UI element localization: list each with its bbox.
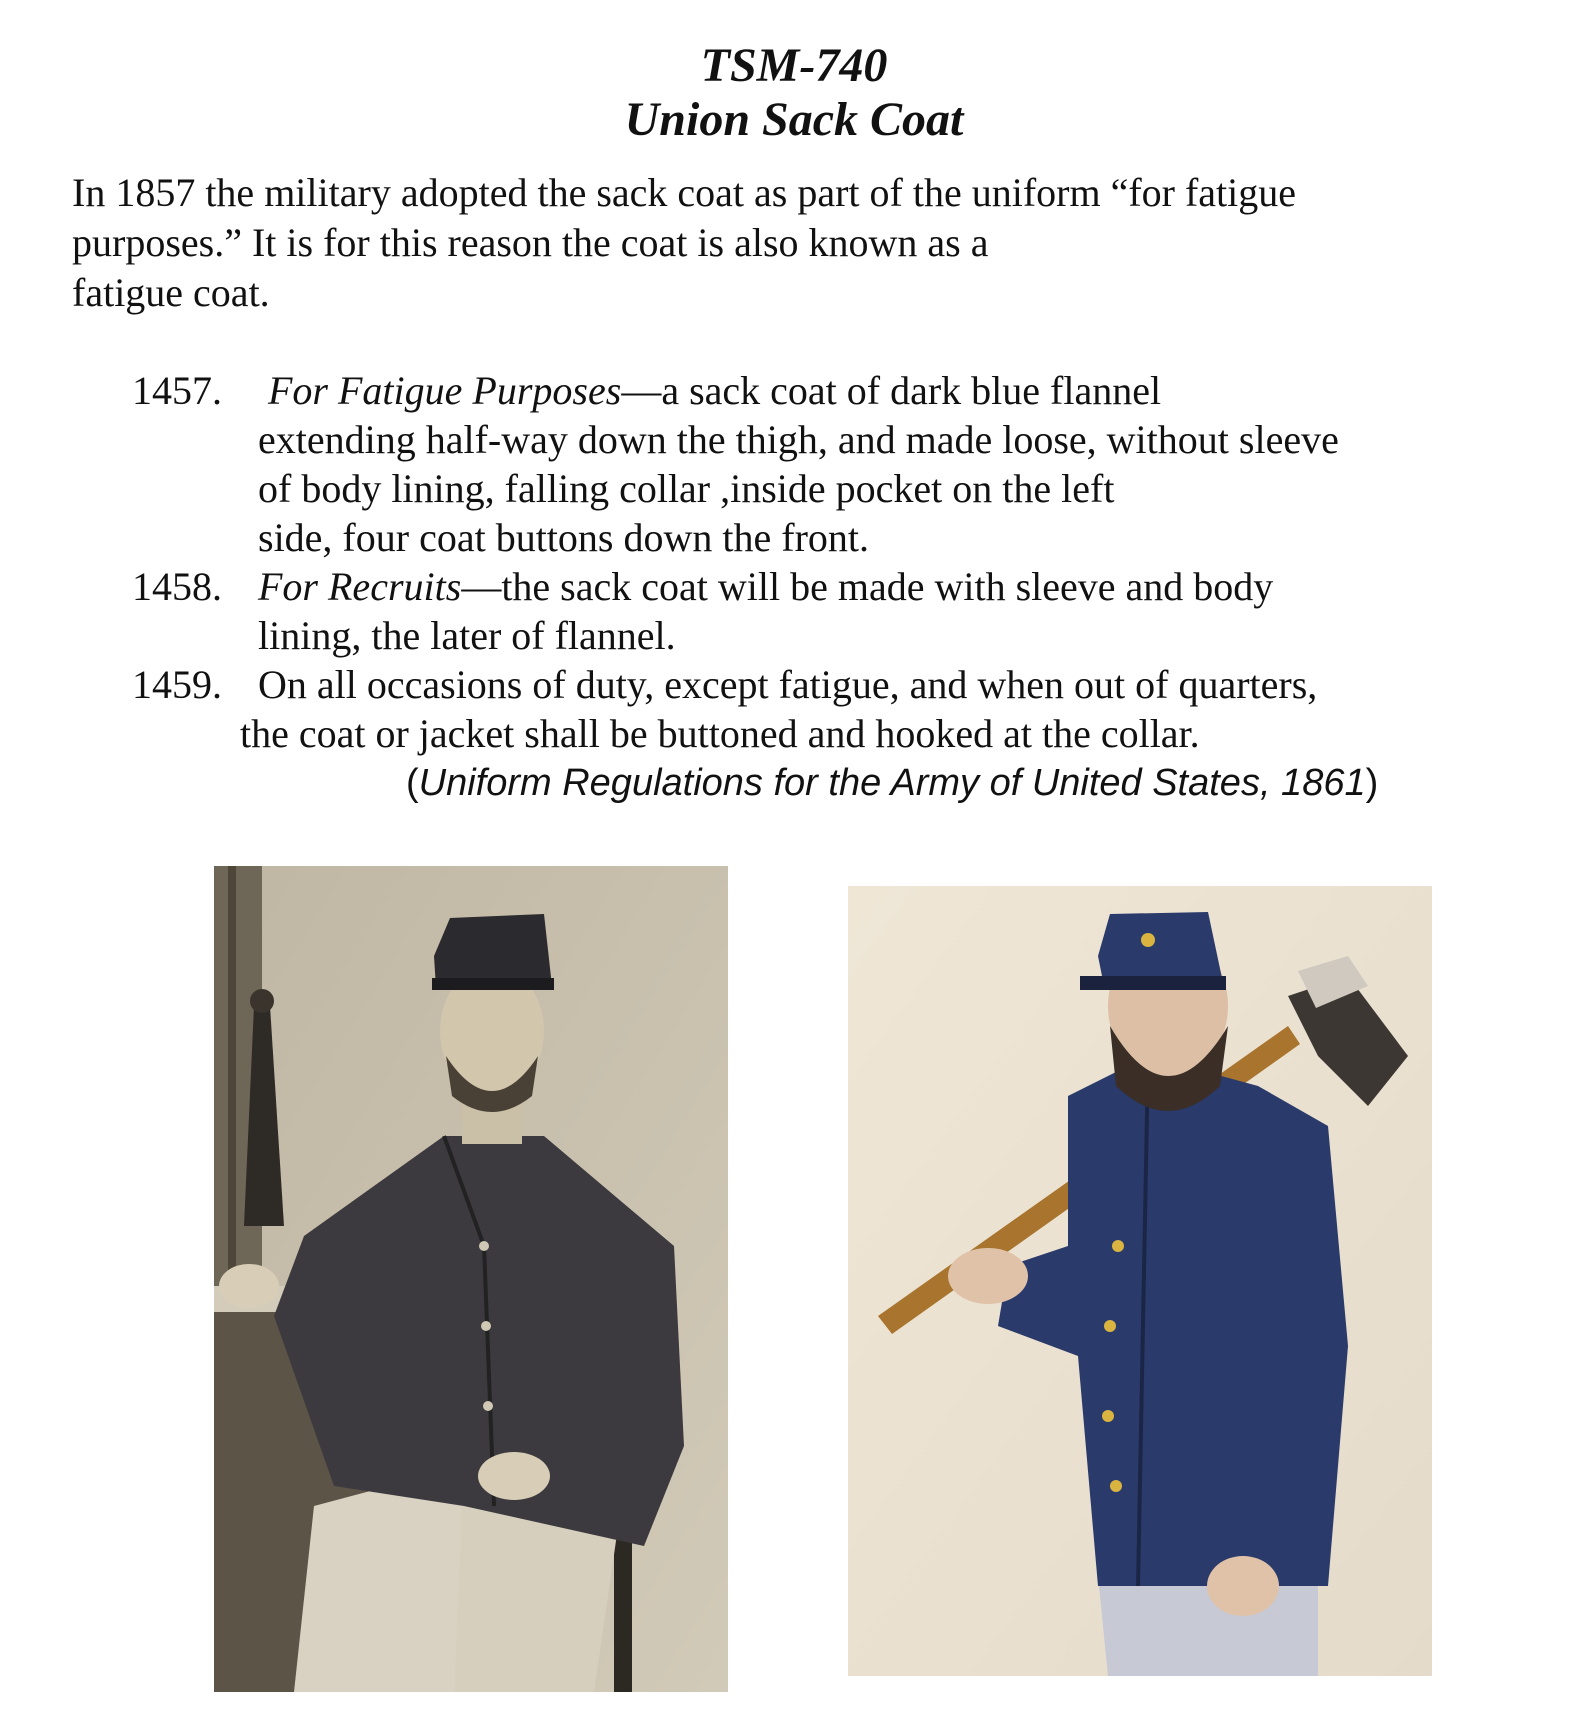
regulation-heading: For Fatigue Purposes <box>268 368 622 413</box>
document-code: TSM-740 <box>700 39 888 92</box>
regulation-number: 1459. <box>132 662 222 707</box>
regulation-line <box>258 562 1273 611</box>
citation: (Uniform Regulations for the Army of United States, 1861) <box>406 762 1379 804</box>
regulation-number: 1457. <box>132 368 222 413</box>
regulation-text: —the sack coat will be made with sleeve and body <box>461 564 1274 609</box>
regulation-line: the coat or jacket shall be buttoned and hooked at the collar. <box>240 711 1200 756</box>
regulation-line: extending half-way down the thigh, and made loose, without sleeve <box>258 417 1339 462</box>
photo-soldier-with-axe <box>848 886 1432 1676</box>
intro-line: In 1857 the military adopted the sack coat as part of the uniform “for fatigue <box>72 170 1297 215</box>
photo-seated-soldier <box>214 866 728 1692</box>
intro-paragraph <box>72 168 1532 318</box>
intro-line: fatigue coat. <box>72 270 270 315</box>
regulation-line: On all occasions of duty, except fatigue, and when out of quarters, <box>258 662 1318 707</box>
regulation-line: lining, the later of flannel. <box>258 613 676 658</box>
regulation-heading: For Recruits <box>258 564 462 609</box>
regulation-number: 1458. <box>132 564 222 609</box>
regulation-line: of body lining, falling collar ,inside pocket on the left <box>258 466 1115 511</box>
regulation-line: side, four coat buttons down the front. <box>258 515 869 560</box>
document-title: Union Sack Coat <box>624 93 964 146</box>
soldier-with-axe-illustration <box>848 886 1432 1676</box>
seated-soldier-illustration <box>214 866 728 1692</box>
regulation-line <box>268 366 1161 415</box>
citation-text: Uniform Regulations for the Army of United States, 1861 <box>418 762 1366 804</box>
regulation-text: —a sack coat of dark blue flannel <box>621 368 1162 413</box>
intro-line: purposes.” It is for this reason the coat is also known as a <box>72 220 989 265</box>
